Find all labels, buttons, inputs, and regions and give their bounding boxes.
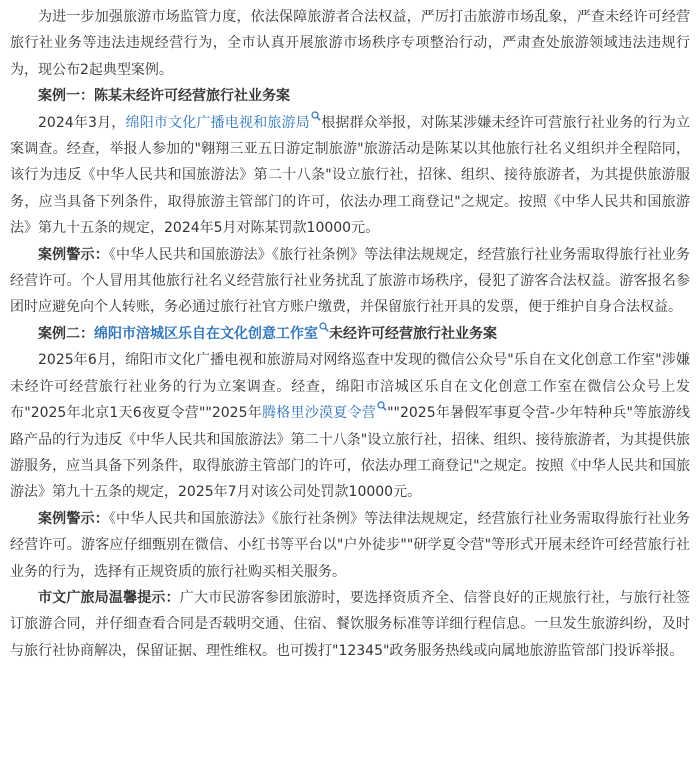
case1-title: 案例一：陈某未经许可经营旅行社业务案 [38,88,290,105]
case1-warning-text: 《中华人民共和国旅游法》《旅行社条例》等法律法规规定，经营旅行社业务需取得旅行社业务经营许可。个人冒用其他旅行社名义经营旅行社业务扰乱了旅游市场秩序，侵犯了游客合法权益。游客报名参团时应避免向个人转账，务必通过旅行社官方账户缴费，并保留旅行社开具的发票，便于维护自身合法权益。 [10,246,691,316]
search-icon[interactable] [319,322,329,332]
case1-bureau-link[interactable]: 绵阳市文化广播电视和旅游局 [125,114,310,131]
case1-text-pre: 2024年3月， [38,114,126,131]
case2-title-pre: 案例二： [38,325,94,342]
intro-paragraph: 为进一步加强旅游市场监管力度，依法保障旅游者合法权益，严厉打击旅游市场乱象，严查未经许可经营旅行社业务等违法违规经营行为，全市认真开展旅游市场秩序专项整治行动，严肃查处旅游领域违法违规行为，现公布2起典型案例。 [10,9,690,78]
case2-camp-link[interactable]: 腾格里沙漠夏令营 [262,405,377,422]
case2-title-post: 未经许可经营旅行社业务案 [329,325,497,342]
search-icon[interactable] [377,401,387,411]
case2-warning [10,506,690,585]
search-icon[interactable] [311,111,321,121]
case1-warning-label: 案例警示： [38,246,109,263]
case2-text-post: ""2025年暑假军事夏令营-少年特种兵"等旅游线路产品的行为违反《中华人民共和国旅游法》第二十八条"设立旅行社，招徕、组织、接待旅游者，为其提供旅游服务，应当具备下列条件，取得旅游主管部门的许可，依法办理工商登记"之规定。按照《中华人民共和国旅游法》第九十五条的规定，2025年7月对该公司处罚款10000元。 [10,405,691,501]
case2-text-pre: 2025年6月，绵阳市文化广播电视和旅游局对网络巡查中发现的微信公众号"乐自在文化创意工作室"涉嫌未经许可经营旅行社业务的行为立案调查。经查，绵阳市涪城区乐自在文化创意工作室在微信公众号上发布"2025年北京1天6夜夏令营""2025年 [10,352,690,422]
case2-title [10,321,690,347]
bureau-tip-label: 市文广旅局温馨提示： [38,589,180,606]
bureau-tip-text: 广大市民游客参团旅游时，要选择资质齐全、信誉良好的正规旅行社，与旅行社签订旅游合同，并仔细查看合同是否载明交通、住宿、餐饮服务标准等详细行程信息。一旦发生旅游纠纷，及时与旅行社协商解决，保留证据、理性维权。也可拨打"12345"政务服务热线或向属地旅游监管部门投诉举报。 [10,589,691,659]
case1-text-post: 根据群众举报，对陈某涉嫌未经许可营旅行社业务的行为立案调查。经查，举报人参加的"翱翔三亚五日游定制旅游"旅游活动是陈某以其他旅行社名义组织并全程陪同，该行为违反《中华人民共和国旅游法》第二十八条"设立旅行社，招徕、组织、接待旅游者，为其提供旅游服务，应当具备下列条件，取得旅游主管部门的许可，依法办理工商登记"之规定。按照《中华人民共和国旅游法》第九十五条的规定，2024年5月对陈某罚款10000元。 [10,114,690,237]
case2-paragraph [10,347,690,505]
case2-warning-text: 《中华人民共和国旅游法》《旅行社条例》等法律法规规定，经营旅行社业务需取得旅行社业务经营许可。游客应仔细甄别在微信、小红书等平台以"户外徒步""研学夏令营"等形式开展未经许可经营旅行社业务的行为，选择有正规资质的旅行社购买相关服务。 [10,510,691,580]
article-body [10,4,690,664]
case1-paragraph [10,110,690,242]
bureau-tip [10,585,690,664]
case2-studio-link[interactable]: 绵阳市涪城区乐自在文化创意工作室 [94,325,318,342]
case1-warning [10,242,690,321]
case2-warning-label: 案例警示： [38,510,109,527]
